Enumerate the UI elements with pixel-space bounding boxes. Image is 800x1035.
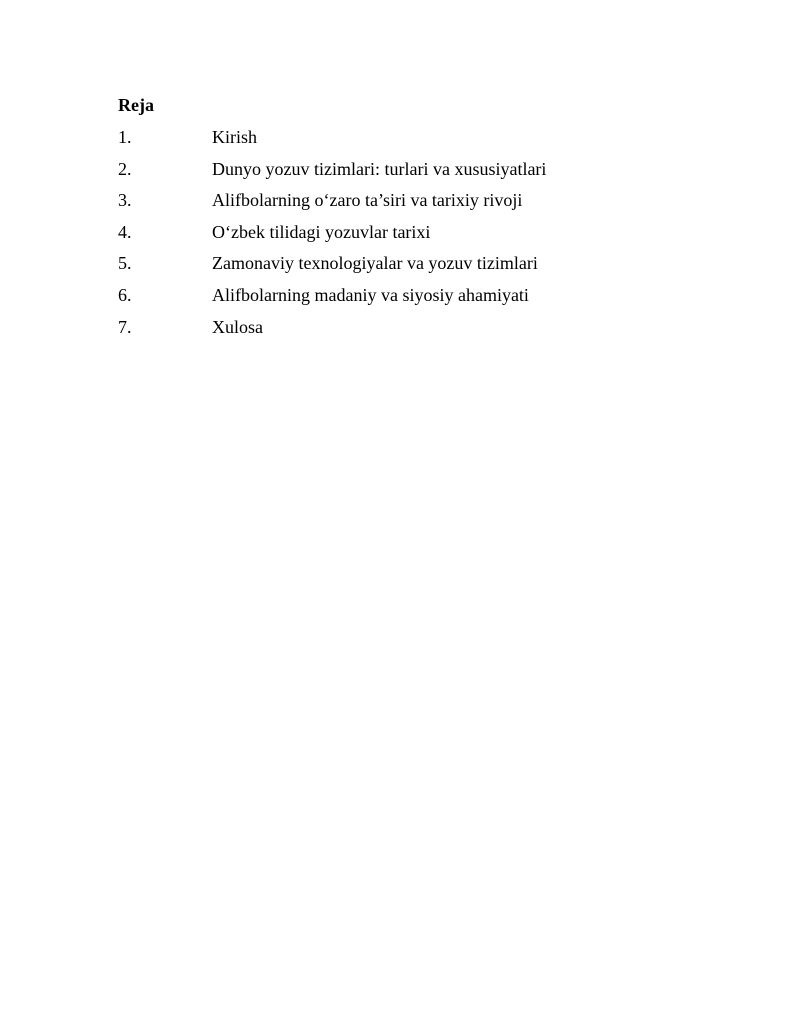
plan-item-2 — [118, 157, 718, 189]
plan-item-number: 7. — [118, 316, 132, 337]
plan-item-3 — [118, 188, 718, 220]
plan-item-7 — [118, 315, 718, 347]
plan-item-text: Alifbolarning madaniy va siyosiy ahamiyati — [212, 284, 529, 305]
plan-item-number: 2. — [118, 158, 132, 179]
plan-item-1 — [118, 125, 718, 157]
plan-item-text: Dunyo yozuv tizimlari: turlari va xususiyatlari — [212, 158, 547, 179]
plan-item-number: 5. — [118, 253, 132, 274]
plan-item-text: Kirish — [212, 127, 257, 147]
plan-list — [118, 125, 718, 346]
plan-heading: Reja — [118, 95, 154, 115]
plan-item-number: 3. — [118, 190, 132, 211]
plan-item-6 — [118, 283, 718, 315]
plan-item-text: Xulosa — [212, 316, 263, 337]
plan-item-number: 6. — [118, 284, 132, 305]
plan-item-4 — [118, 220, 718, 252]
plan-item-number: 1. — [118, 127, 132, 147]
plan-item-number: 4. — [118, 221, 132, 242]
plan-item-text: Zamonaviy texnologiyalar va yozuv tizimlari — [212, 253, 538, 274]
plan-item-text: O‘zbek tilidagi yozuvlar tarixi — [212, 221, 431, 242]
plan-item-5 — [118, 251, 718, 283]
plan-item-text: Alifbolarning o‘zaro ta’siri va tarixiy rivoji — [212, 190, 523, 211]
